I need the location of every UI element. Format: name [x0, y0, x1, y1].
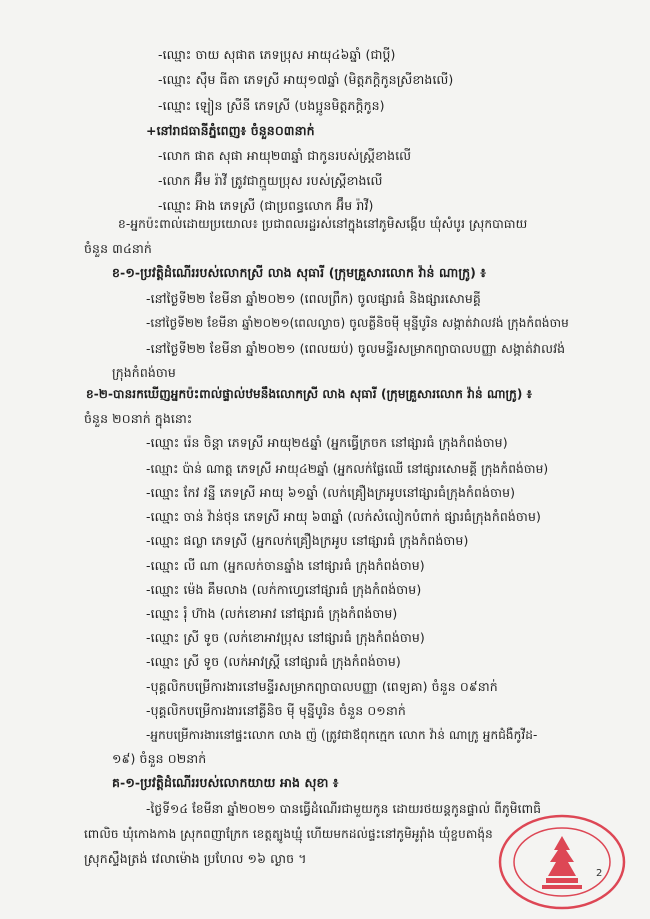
text-line-6: -លោក អ៊ឹម រ៉ាវី ត្រូវជាក្មួយប្រុស របស់ស្ត្រីខាងលើ	[158, 173, 383, 188]
page-number: 2	[596, 868, 603, 879]
text-line-4: +នៅរាជធានីភ្នំពេញ៖ ចំនួន០៣នាក់	[146, 123, 315, 138]
section-heading-c1: គ-១-ប្រវត្តិដំណើររបស់លោកយាយ អាង សុខា ៖	[112, 775, 339, 790]
text-line-13: -នៅថ្ងៃទី២២ ខែមីនា ឆ្នាំ២០២១ (ពេលយប់) ចូលមន្ទីរសម្រាកព្យាបាលបញ្ញា សង្កាត់វាលវង់	[146, 341, 566, 356]
text-line-24: -ឈ្មោះ រុំ ហ៊ាង (លក់ខោអាវ នៅផ្សារធំ ក្រុងកំពង់ចាម)	[146, 606, 398, 621]
text-line-32: -ថ្ងៃទី១៤ ខែមីនា ឆ្នាំ២០២១ បានធ្វើដំណើរជាមួយកូន ដោយរថយន្តកូនផ្ទាល់ ពីភូមិពោធិ	[146, 802, 542, 816]
text-line-22: -ឈ្មោះ លី ណា (អ្នកលក់ចានឆ្នាំង នៅផ្សារធំ ក្រុងកំពង់ចាម)	[146, 558, 425, 573]
section-heading-b2: ខ-២-បានរកឃើញអ្នកប៉ះពាល់ផ្ទាល់ឋមនឹងលោកស្រី លាង សុធារី (ក្រុមគ្រួសារលោក វ៉ាន់ ណាក្រូ) ៖	[86, 387, 533, 401]
section-heading-b1: ខ-១-ប្រវត្តិដំណើររបស់លោកស្រី លាង សុធារី (ក្រុមគ្រួសារលោក វ៉ាន់ ណាក្រូ) ៖	[112, 265, 486, 280]
text-line-27: -បុគ្គលិកបម្រើការងារនៅមន្ទីរសម្រាកព្យាបាលបញ្ញា (ពេទ្យគា) ចំនួន ០៩នាក់	[146, 679, 498, 694]
text-line-14: ក្រុងកំពង់ចាម	[112, 365, 176, 380]
text-line-34: ស្រុកស្ទឹងត្រង់ វេលាម៉ោង ប្រហែល ១៦ ល្ងាច ។	[84, 851, 307, 866]
text-line-17: -ឈ្មោះ រ៉េន ចិន្តា ភេទស្រី អាយុ២៥ឆ្នាំ (អ្នកធ្វើក្រចក នៅផ្សារធំ ក្រុងកំពង់ចាម)	[146, 435, 508, 450]
text-line-3: -ឈ្មោះ ឡៀន ស្រីនី ភេទស្រី (បងប្អូនមិត្តភក្តិកូន)	[158, 98, 385, 113]
text-line-26: -ឈ្មោះ ស្រី ទូច (លក់អាវស្ត្រី នៅផ្សារធំ ក្រុងកំពង់ចាម)	[146, 654, 401, 669]
text-line-18: -ឈ្មោះ ប៉ាន់ ណាត្ត ភេទស្រី អាយុ៤២ឆ្នាំ (អ្នកលក់ផ្លែឈើ នៅផ្សារសោមគ្គី ក្រុងកំពង់ចាម)	[146, 462, 549, 476]
text-line-23: -ឈ្មោះ ម៉េង គឹមលាង (លក់កាហ្វេនៅផ្សារធំ ក្រុងកំពង់ចាម)	[146, 582, 422, 597]
official-seal-icon	[492, 800, 632, 912]
text-line-1: -ឈ្មោះ ចាយ សុផាត ភេទប្រុស អាយុ៤៦ឆ្នាំ (ជាប្តី)	[158, 47, 396, 62]
text-line-21: -ឈ្មោះ ផល្លា ភេទស្រី (អ្នកលក់គ្រឿងក្រអូប នៅផ្សារធំ ក្រុងកំពង់ចាម)	[146, 533, 469, 548]
text-line-28: -បុគ្គលិកបម្រើការងារនៅគ្លីនិច ម៉ី មុន្នីបូរិន ចំនួន ០១នាក់	[146, 703, 406, 718]
text-line-25: -ឈ្មោះ ស្រី ទូច (លក់ខោអាវប្រុស នៅផ្សារធំ ក្រុងកំពង់ចាម)	[146, 630, 425, 645]
text-line-16: ចំនួន ២០នាក់ ក្នុងនោះ	[84, 411, 193, 426]
text-line-33: ពោលិច ឃុំកោងកាង ស្រុកពញាក្រែក ខេត្តត្បូងឃ្មុំ ហើយមកដល់ផ្ទះនៅភូមិអូរ៉ាំង ឃុំខ្ចបតាង៉ុន	[84, 827, 493, 841]
text-line-8: ខ-អ្នកប៉ះពាល់ដោយប្រយោល៖ ប្រជាពលរដ្ឋរស់នៅក្នុងនៅភូមិសង្កើប ឃុំសំបូរ ស្រុកបាធាយ	[118, 217, 528, 231]
text-line-2: -ឈ្មោះ ស៊ឹម ធីតា ភេទស្រី អាយុ១៧ឆ្នាំ (មិត្តភក្តិកូនស្រីខាងលើ)	[158, 72, 454, 87]
text-line-12: -នៅថ្ងៃទី២២ ខែមីនា ឆ្នាំ២០២១(ពេលល្ងាច) ចូលគ្លីនិចម៉ី មុន្នីបូរិន សង្កាត់វាលវង់ ក្រុងកំពង់ចាម	[146, 316, 569, 330]
text-line-11: -នៅថ្ងៃទី២២ ខែមីនា ឆ្នាំ២០២១ (ពេលព្រឹក) ចូលផ្សារធំ និងផ្សារសោមគ្គី	[146, 291, 481, 306]
text-line-30: ១៩) ចំនួន ០២នាក់	[112, 751, 207, 766]
text-line-7: -ឈ្មោះ អ៊ាង ភេទស្រី (ជាប្រពន្ធលោក អ៊ឹម រ៉ាវី)	[158, 198, 374, 213]
text-line-19: -ឈ្មោះ កែវ វន្នី ភេទស្រី អាយុ ៦១ឆ្នាំ (លក់គ្រឿងក្រអូបនៅផ្សារធំក្រុងកំពង់ចាម)	[146, 485, 516, 500]
text-line-9: ចំនួន ៣៤នាក់	[84, 241, 152, 256]
text-line-5: -លោក ផាត សុផា អាយុ២៣ឆ្នាំ ជាកូនរបស់ស្រ្តីខាងលើ	[158, 148, 412, 163]
text-line-20: -ឈ្មោះ ចាន់ វ៉ាន់ថុន ភេទស្រី អាយុ ៦៣ឆ្នាំ (លក់សំលៀកបំពាក់ ផ្សារធំក្រុងកំពង់ចាម)	[146, 509, 541, 524]
text-line-29: -អ្នកបម្រើការងារនៅផ្ទះលោក លាង ញ៉ (ត្រូវជាឪពុកក្មេក លោក វ៉ាន់ ណាក្រូ អ្នកជំងឺកូវីដ-	[146, 728, 538, 742]
